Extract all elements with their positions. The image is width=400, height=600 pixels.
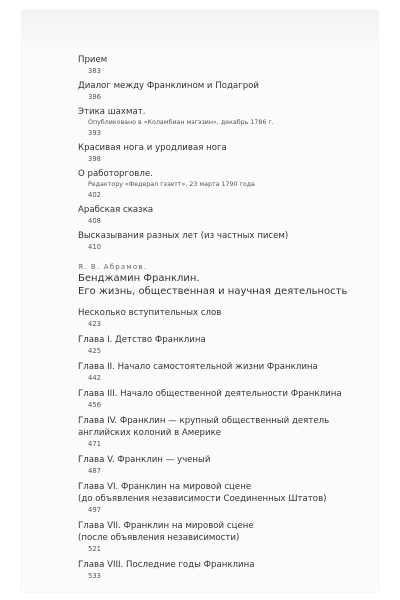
toc-entry-title: О работорговле. xyxy=(78,169,153,179)
toc-entry-title: Глава VII. Франклин на мировой сцене xyxy=(78,521,254,531)
toc-entry-title: Глава V. Франклин — ученый xyxy=(78,455,211,465)
toc-entry-page: 442 xyxy=(88,374,101,382)
toc-entry-note: Редактору «Федерал гэзетт», 23 марта 1790 года xyxy=(88,181,255,188)
toc-entry xyxy=(78,106,378,138)
toc-entry-note: Опубликовано в «Коламбиан мэгэзин», декабрь 1786 г. xyxy=(88,119,274,126)
toc-entry-title-continued: английских колоний в Америке xyxy=(78,428,222,438)
toc-entry-page: 383 xyxy=(88,67,101,75)
toc-entry-page: 398 xyxy=(88,155,101,163)
toc-entry-title: Глава VI. Франклин на мировой сцене xyxy=(78,482,252,492)
toc-entry xyxy=(78,204,378,226)
toc-entry-title: Этика шахмат. xyxy=(78,107,146,117)
toc-entry xyxy=(78,481,378,515)
toc-entry xyxy=(78,307,378,329)
toc-entry-page: 456 xyxy=(88,401,101,409)
toc-entry-title: Глава IV. Франклин — крупный общественный деятель xyxy=(78,416,330,426)
toc-entry-title: Несколько вступительных слов xyxy=(78,308,222,318)
toc-entry-title: Глава II. Начало самостоятельной жизни Франклина xyxy=(78,362,318,372)
toc-entry-page: 497 xyxy=(88,506,101,514)
toc-entry xyxy=(78,142,378,164)
page-top-shading xyxy=(22,10,378,50)
toc-entry xyxy=(78,520,378,554)
toc-entry-page: 386 xyxy=(88,93,101,101)
table-of-contents xyxy=(78,54,378,586)
toc-entry-page: 408 xyxy=(88,217,101,225)
section-author: Я. В. Абрамов. xyxy=(78,263,148,271)
toc-entry-page: 533 xyxy=(88,572,101,580)
toc-entry xyxy=(78,168,378,200)
book-page xyxy=(22,10,378,592)
toc-entry-page: 425 xyxy=(88,347,101,355)
toc-entry xyxy=(78,361,378,383)
section-title xyxy=(78,272,378,298)
toc-entry-title: Арабская сказка xyxy=(78,205,154,215)
toc-entry-page: 423 xyxy=(88,320,101,328)
toc-entry xyxy=(78,334,378,356)
toc-entry-title-continued: (до объявления независимости Соединенных Штатов) xyxy=(78,494,327,504)
section-title-line-2: Его жизнь, общественная и научная деятельность xyxy=(78,286,348,297)
toc-entry-title: Глава I. Детство Франклина xyxy=(78,335,206,345)
toc-entry-title-continued: (после объявления независимости) xyxy=(78,533,240,543)
toc-entry xyxy=(78,230,378,252)
toc-entry-title: Глава III. Начало общественной деятельности Франклина xyxy=(78,389,342,399)
toc-entry-page: 410 xyxy=(88,243,101,251)
toc-entry xyxy=(78,559,378,581)
toc-entry-title: Глава VIII. Последние годы Франклина xyxy=(78,560,255,570)
toc-entry xyxy=(78,415,378,449)
toc-entry-title: Диалог между Франклином и Подагрой xyxy=(78,81,259,91)
toc-entry xyxy=(78,80,378,102)
toc-entry-page: 393 xyxy=(88,129,101,137)
toc-entry xyxy=(78,54,378,76)
section-title-line-1: Бенджамин Франклин. xyxy=(78,273,200,284)
toc-entry-title: Высказывания разных лет (из частных писем) xyxy=(78,231,289,241)
toc-entry-page: 471 xyxy=(88,440,101,448)
toc-entry xyxy=(78,388,378,410)
toc-entry-page: 521 xyxy=(88,545,101,553)
toc-entry-title: Прием xyxy=(78,55,108,65)
toc-entry xyxy=(78,454,378,476)
toc-entries-top xyxy=(78,54,378,252)
toc-entry-title: Красивая нога и уродливая нога xyxy=(78,143,227,153)
toc-entries-section xyxy=(78,307,378,581)
toc-entry-page: 402 xyxy=(88,191,101,199)
toc-entry-page: 487 xyxy=(88,467,101,475)
